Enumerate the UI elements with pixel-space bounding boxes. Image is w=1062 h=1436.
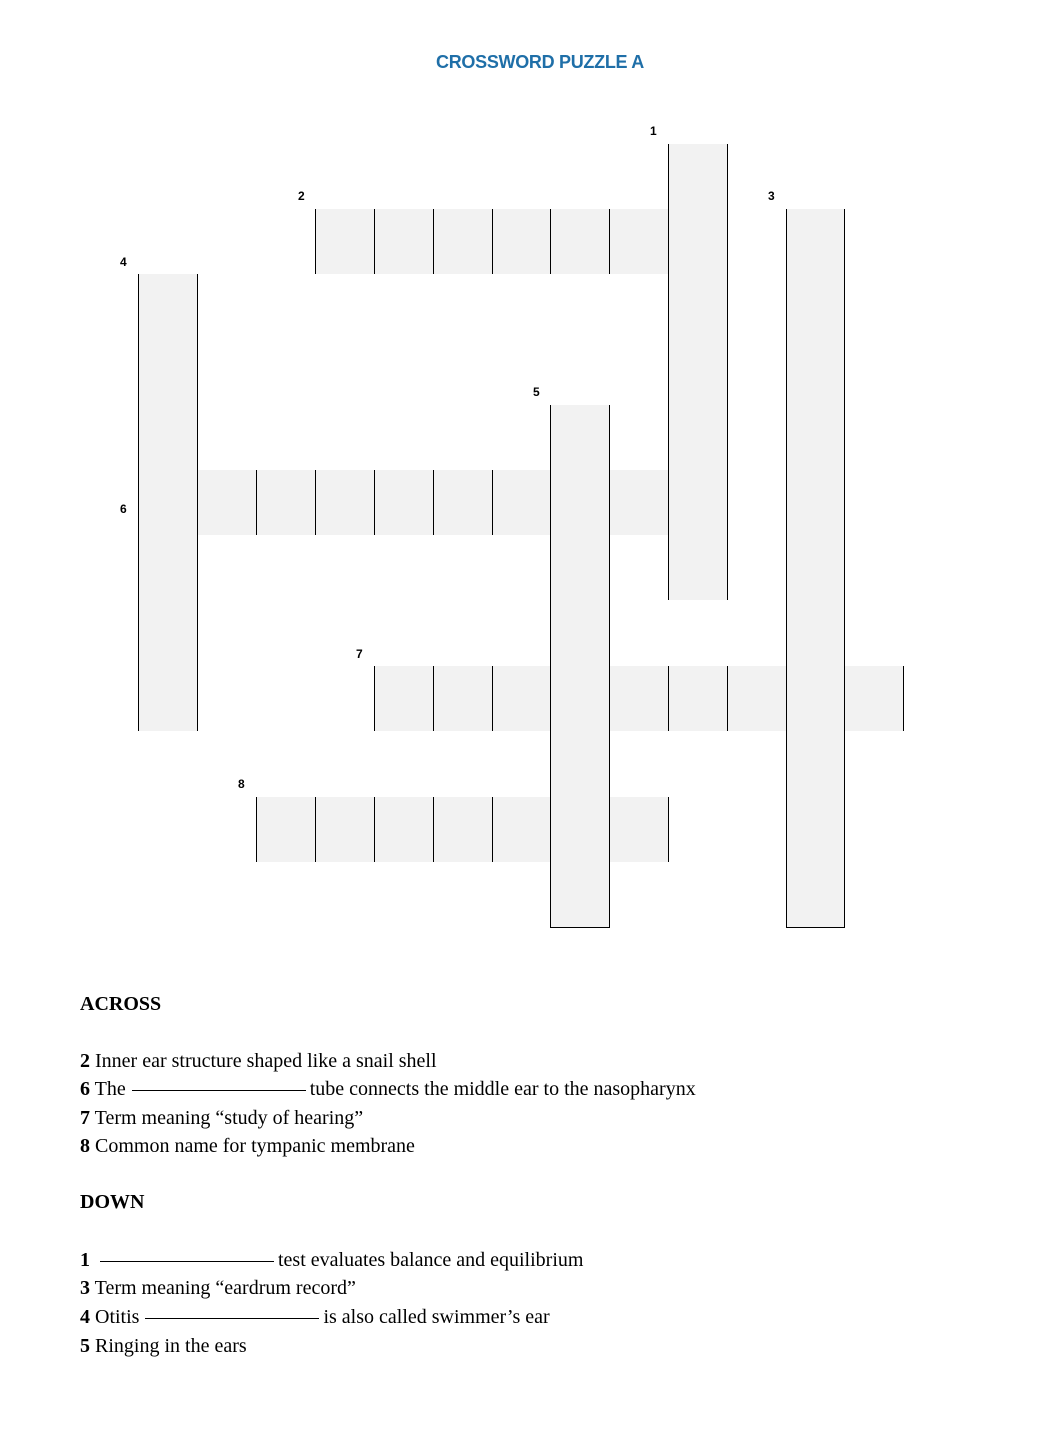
grid-line [550,535,551,600]
clue-number: 2 [80,1050,90,1072]
clue-text: Inner ear structure shaped like a snail shell [95,1050,437,1072]
grid-line [197,470,198,535]
grid-line [550,470,551,535]
grid-line [609,666,610,731]
grid-line [844,797,845,862]
grid-cell[interactable] [433,470,492,535]
grid-cell[interactable] [609,797,668,862]
down-clue-5 [80,1335,247,1358]
grid-line [550,209,551,274]
grid-line [433,470,434,535]
grid-line [374,470,375,535]
grid-cell[interactable] [550,535,609,600]
grid-cell[interactable] [492,470,550,535]
grid-line [786,666,787,731]
clue-text: Term meaning “study of hearing” [94,1107,364,1129]
grid-cell[interactable] [138,339,197,405]
grid-line [609,862,610,927]
grid-cell[interactable] [786,274,844,339]
grid-cell[interactable] [374,470,433,535]
grid-line [550,731,551,797]
grid-line [138,535,139,600]
across-heading: ACROSS [80,993,162,1015]
clue-text: Common name for tympanic membrane [95,1135,415,1157]
grid-cell[interactable] [786,209,844,274]
grid-line [668,666,669,731]
grid-line [138,405,139,470]
answer-blank [100,1260,274,1262]
grid-line [550,927,610,928]
grid-cell[interactable] [138,535,197,600]
grid-line [138,339,139,405]
grid-line [550,862,551,927]
grid-line [668,797,669,862]
grid-cell[interactable] [786,535,844,600]
grid-line [844,666,845,731]
clue-number: 4 [80,1306,90,1328]
grid-cell[interactable] [550,666,609,731]
grid-line [903,666,904,731]
grid-line [256,797,257,862]
grid-line [786,797,787,862]
clue-text: Otitis [95,1306,140,1328]
grid-number-5: 5 [533,385,540,399]
grid-line [374,797,375,862]
grid-cell[interactable] [786,405,844,470]
clue-number: 8 [80,1135,90,1157]
grid-line [197,535,198,600]
grid-cell[interactable] [786,470,844,535]
grid-line [138,470,139,535]
grid-line [786,339,787,405]
grid-line [492,666,493,731]
grid-line [433,797,434,862]
grid-cell[interactable] [374,209,433,274]
grid-cell[interactable] [786,339,844,405]
grid-cell[interactable] [786,600,844,666]
grid-line [844,535,845,600]
grid-line [786,862,787,927]
grid-line [668,405,669,470]
grid-line [609,535,610,600]
grid-cell[interactable] [668,470,727,535]
clue-number: 3 [80,1277,90,1299]
grid-cell[interactable] [550,797,609,862]
grid-cell[interactable] [786,666,844,731]
page-title: CROSSWORD PUZZLE A [436,52,644,72]
grid-cell[interactable] [786,862,844,927]
grid-cell[interactable] [315,797,374,862]
grid-line [197,274,198,339]
grid-line [786,927,845,928]
grid-cell[interactable] [550,862,609,927]
grid-cell[interactable] [550,470,609,535]
grid-line [197,339,198,405]
grid-line [844,405,845,470]
grid-line [197,666,198,731]
grid-cell[interactable] [668,339,727,405]
grid-cell[interactable] [844,666,903,731]
grid-cell[interactable] [492,666,550,731]
grid-cell[interactable] [609,666,668,731]
grid-line [315,470,316,535]
grid-cell[interactable] [138,470,197,535]
grid-cell[interactable] [256,797,315,862]
clue-number: 1 [80,1249,90,1271]
grid-line [374,209,375,274]
grid-cell[interactable] [138,600,197,666]
grid-line [844,862,845,927]
grid-cell[interactable] [138,405,197,470]
grid-line [433,666,434,731]
grid-line [727,274,728,339]
grid-line [609,600,610,666]
grid-line [550,666,551,731]
grid-line [138,274,139,339]
grid-line [844,470,845,535]
grid-line [492,470,493,535]
grid-line [668,470,669,535]
grid-line [727,339,728,405]
grid-number-7: 7 [356,647,363,661]
grid-line [668,209,669,274]
grid-line [727,405,728,470]
grid-cell[interactable] [668,144,727,209]
grid-line [492,797,493,862]
grid-cell[interactable] [668,274,727,339]
grid-line [315,797,316,862]
grid-cell[interactable] [433,666,492,731]
grid-cell[interactable] [668,666,727,731]
grid-cell[interactable] [550,405,609,470]
down-clue-1 [80,1249,583,1272]
answer-blank [132,1089,306,1091]
grid-cell[interactable] [138,666,197,731]
grid-line [786,274,787,339]
grid-line [374,666,375,731]
grid-line [786,600,787,666]
grid-cell[interactable] [609,209,668,274]
grid-cell[interactable] [315,470,374,535]
grid-cell[interactable] [492,797,550,862]
grid-line [786,470,787,535]
grid-line [492,209,493,274]
grid-line [727,666,728,731]
grid-cell[interactable] [550,600,609,666]
answer-blank [145,1317,319,1319]
grid-line [844,339,845,405]
grid-line [609,209,610,274]
grid-line [315,209,316,274]
grid-cell[interactable] [727,666,786,731]
grid-number-1: 1 [650,124,657,138]
grid-line [727,144,728,209]
across-clue-7 [80,1107,363,1130]
clue-number: 7 [80,1107,90,1129]
grid-line [786,535,787,600]
clue-number: 5 [80,1335,90,1357]
clue-text: Ringing in the ears [95,1335,247,1357]
grid-line [786,731,787,797]
grid-line [256,470,257,535]
grid-cell[interactable] [256,470,315,535]
grid-line [844,274,845,339]
grid-cell[interactable] [609,470,668,535]
grid-line [138,600,139,666]
grid-cell[interactable] [433,797,492,862]
grid-cell[interactable] [668,535,727,600]
grid-line [786,405,787,470]
grid-line [668,339,669,405]
grid-line [433,209,434,274]
grid-cell[interactable] [550,209,609,274]
across-clue-6 [80,1078,696,1101]
clue-text: The [94,1078,126,1100]
grid-cell[interactable] [668,405,727,470]
grid-cell[interactable] [550,731,609,797]
grid-line [197,600,198,666]
grid-line [609,731,610,797]
grid-cell[interactable] [374,797,433,862]
grid-line [609,797,610,862]
grid-cell[interactable] [668,209,727,274]
grid-line [197,405,198,470]
grid-number-4: 4 [120,255,127,269]
grid-cell[interactable] [374,666,433,731]
clue-text-after: is also called swimmer’s ear [323,1306,550,1328]
grid-line [668,144,669,209]
grid-cell[interactable] [786,731,844,797]
down-clue-3 [80,1277,356,1300]
grid-line [550,405,551,470]
grid-line [844,209,845,274]
clue-number: 6 [80,1078,90,1100]
grid-cell[interactable] [433,209,492,274]
grid-cell[interactable] [197,470,256,535]
clue-text-after: tube connects the middle ear to the nasopharynx [309,1078,696,1100]
grid-line [138,666,139,731]
grid-line [609,470,610,535]
grid-line [786,209,787,274]
grid-line [668,274,669,339]
grid-line [727,209,728,274]
grid-cell[interactable] [138,274,197,339]
grid-number-2: 2 [298,189,305,203]
grid-line [844,600,845,666]
grid-line [727,470,728,535]
grid-line [550,797,551,862]
grid-cell[interactable] [492,209,550,274]
grid-cell[interactable] [315,209,374,274]
grid-cell[interactable] [786,797,844,862]
clue-text: Term meaning “eardrum record” [94,1277,356,1299]
grid-line [550,600,551,666]
across-clue-2 [80,1050,437,1073]
grid-line [844,731,845,797]
down-heading: DOWN [80,1191,145,1213]
grid-line [727,535,728,600]
grid-number-8: 8 [238,777,245,791]
across-clue-8 [80,1135,415,1158]
grid-line [668,535,669,600]
grid-line [609,405,610,470]
clue-text-after: test evaluates balance and equilibrium [278,1249,584,1271]
grid-number-6: 6 [120,502,127,516]
down-clue-4 [80,1306,550,1329]
grid-number-3: 3 [768,189,775,203]
